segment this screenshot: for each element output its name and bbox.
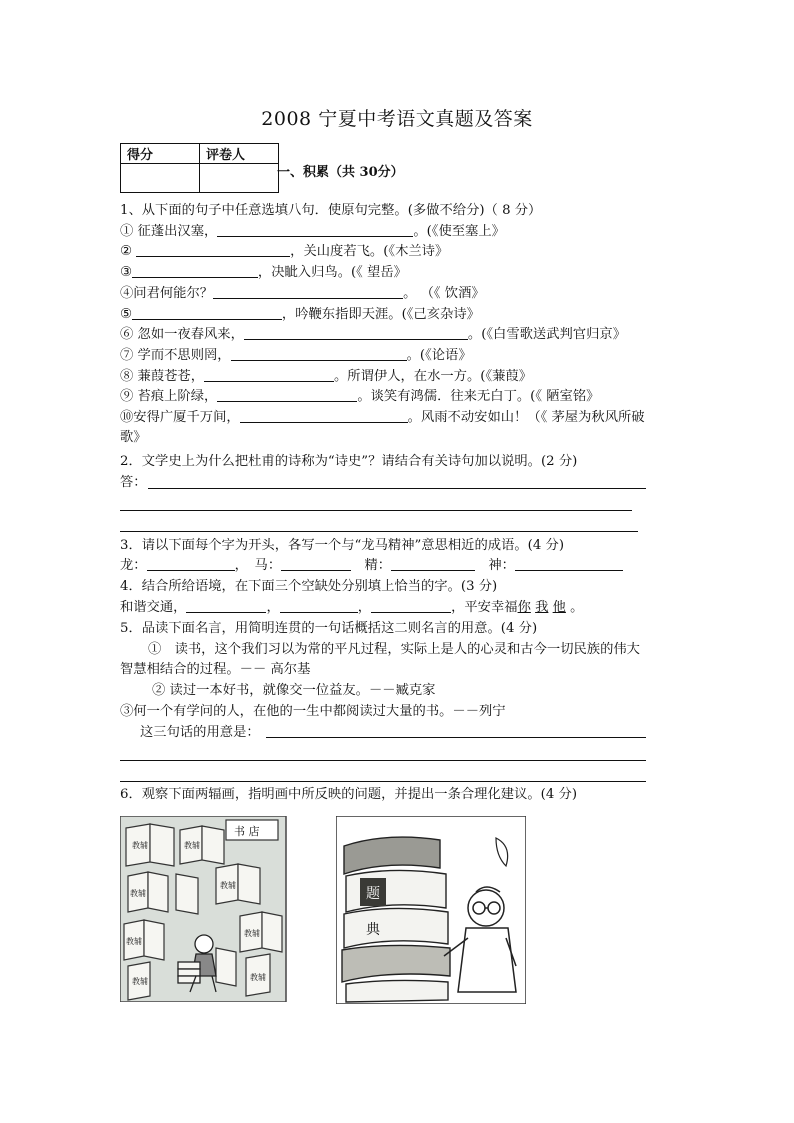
answer-blank[interactable] (371, 598, 451, 613)
q5-answer-line[interactable] (266, 737, 646, 738)
q5-answer-label: 这三句话的用意是： (140, 725, 260, 740)
q6-prompt: 6．观察下面两辐画，指明画中所反映的问题，并提出一条合理化建议。(4 分) (120, 787, 578, 802)
answer-blank[interactable] (132, 263, 258, 278)
q2-answer-line[interactable] (120, 531, 638, 532)
answer-blank[interactable] (136, 242, 290, 257)
q1-item-2: ② ，关山度若飞。(《木兰诗》 (120, 244, 449, 259)
answer-blank[interactable] (281, 556, 351, 571)
q2-answer-line[interactable] (120, 510, 632, 511)
q1-item-8: ⑧ 蒹葭苍苍， 。所谓伊人，在水一方。(《蒹葭》 (120, 369, 533, 384)
grading-table (120, 143, 279, 193)
answer-blank[interactable] (132, 305, 282, 320)
grader-header: 评卷人 (200, 144, 279, 164)
q5-quote-1-cont: 智慧相结合的过程。－－ 高尔基 (120, 662, 311, 677)
cartoon-bookstore (120, 816, 288, 1002)
answer-blank[interactable] (204, 367, 334, 382)
q1-item-3: ③ ，决眦入归鸟。(《 望岳》 (120, 265, 407, 280)
pic1-book-label: 教辅 (250, 973, 266, 982)
cartoon-book-stack (336, 816, 526, 1004)
q4-blanks: 和谐交通， ， ， ，平安幸福你 我 他 。 (120, 600, 584, 615)
answer-blank[interactable] (240, 408, 408, 423)
pic1-book-label: 教辅 (132, 841, 148, 850)
pic1-book-label: 教辅 (126, 937, 142, 946)
score-header: 得分 (121, 144, 200, 164)
answer-blank[interactable] (280, 598, 358, 613)
pic2-spine-text: 典 (366, 922, 380, 938)
q5-quote-2: ② 读过一本好书，就像交一位益友。－－臧克家 (152, 683, 436, 698)
answer-blank[interactable] (147, 556, 235, 571)
q1-prompt: 1、从下面的句子中任意选填八句．使原句完整。(多做不给分)（ 8 分） (120, 203, 542, 218)
q5-answer-line[interactable] (120, 781, 646, 782)
q1-item-1: ① 征蓬出汉塞， 。(《使至塞上》 (120, 224, 505, 239)
page-title: 2008 宁夏中考语文真题及答案 (261, 108, 533, 130)
score-cell (121, 164, 200, 193)
answer-blank[interactable] (186, 598, 266, 613)
pic1-book-label: 教辅 (244, 929, 260, 938)
q5-quote-1: ① 读书，这个我们习以为常的平凡过程，实际上是人的心灵和古今一切民族的伟大 (148, 642, 640, 657)
grader-cell (200, 164, 279, 193)
q2-prompt: 2．文学史上为什么把杜甫的诗称为“诗史”？请结合有关诗句加以说明。(2 分) (120, 454, 578, 469)
answer-blank[interactable] (515, 556, 623, 571)
q1-item-4: ④问君何能尔？ 。 （《 饮酒》 (120, 286, 485, 301)
answer-blank[interactable] (391, 556, 475, 571)
q5-quote-3: ③何一个有学问的人，在他的一生中都阅读过大量的书。－－列宁 (120, 704, 506, 719)
pic1-book-label: 教辅 (132, 977, 148, 986)
q2-answer-label: 答： (120, 475, 147, 490)
q1-item-7: ⑦ 学而不思则罔， 。(《论语》 (120, 348, 472, 363)
answer-blank[interactable] (217, 222, 413, 237)
pic2-spine-text: 题 (366, 886, 380, 902)
pic1-book-label: 教辅 (130, 889, 146, 898)
q5-answer-line[interactable] (120, 760, 646, 761)
q1-item-5: ⑤ ，吟鞭东指即天涯。(《己亥杂诗》 (120, 307, 480, 322)
q2-answer-line[interactable] (148, 488, 646, 489)
q1-item-9: ⑨ 苔痕上阶绿， 。谈笑有鸿儒．往来无白丁。(《 陋室铭》 (120, 389, 600, 404)
pic1-book-label: 教辅 (184, 841, 200, 850)
section-heading: 一、积累（共 30分） (277, 165, 404, 180)
answer-blank[interactable] (213, 284, 403, 299)
answer-blank[interactable] (244, 325, 468, 340)
q4-prompt: 4．结合所给语境，在下面三个空缺处分别填上恰当的字。(3 分) (120, 579, 498, 594)
q1-item-6: ⑥ 忽如一夜春风来， 。(《白雪歌送武判官归京》 (120, 327, 627, 342)
q1-item-10: ⑩安得广厦千万间， 。风雨不动安如山！（《 茅屋为秋风所破 (120, 410, 645, 425)
answer-blank[interactable] (231, 346, 407, 361)
q1-item-10-cont: 歌》 (120, 430, 147, 445)
pic1-book-label: 教辅 (220, 881, 236, 890)
bookstore-sign: 书 店 (234, 825, 260, 838)
q5-prompt: 5．品读下面名言，用简明连贯的一句话概括这二则名言的用意。(4 分) (120, 621, 538, 636)
q3-prompt: 3．请以下面每个字为开头，各写一个与“龙马精神”意思相近的成语。(4 分) (120, 538, 565, 553)
answer-blank[interactable] (217, 387, 357, 402)
q3-blanks: 龙： ， 马： 精： 神： (120, 556, 623, 576)
